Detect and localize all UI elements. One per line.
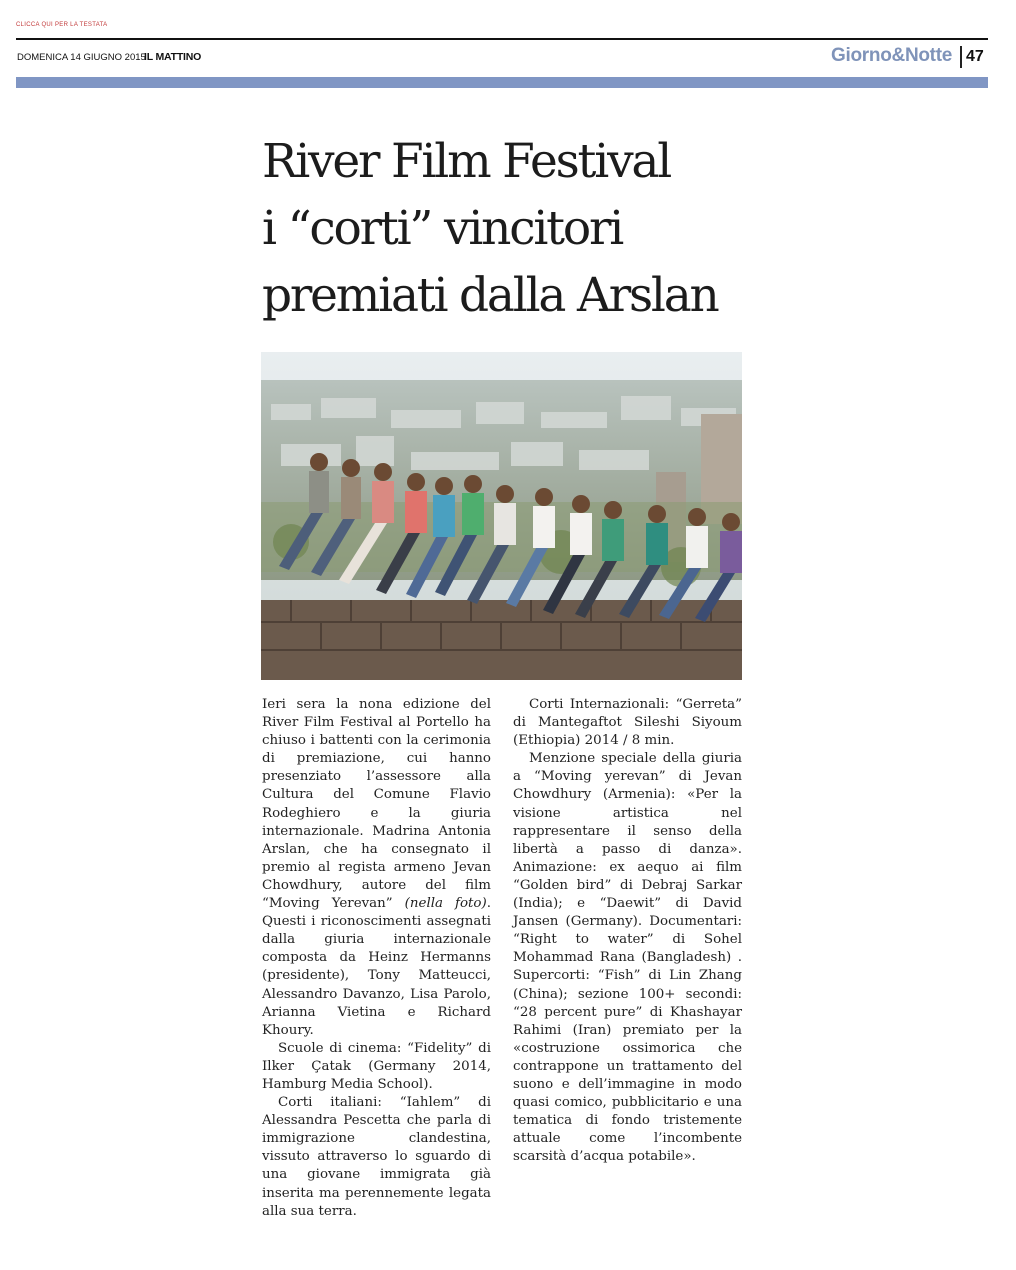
- paragraph-scuole-di-cinema: Scuole di cinema: “Fidelity” di Ilker Çatak (Germany 2014, Hamburg Media School).: [262, 1040, 491, 1092]
- section-name: Giorno&Notte: [831, 45, 952, 66]
- headline-line-3: premiati dalla Arslan: [262, 268, 718, 323]
- photo-reference: (nella foto): [392, 896, 487, 912]
- paragraph-corti-italiani: Corti italiani: “Iahlem” di Alessandra Pescetta che parla di immigrazione clandestina, vissuto attraverso lo sguardo di una giovane immigrata già inserita ma perennemente legata alla sua terra.: [262, 1095, 491, 1219]
- header-rule: [16, 38, 988, 40]
- top-line: CLICCA QUI PER LA TESTATA: [16, 22, 108, 28]
- paragraph-intro: Ieri sera la nona edizione del River Film Festival al Portello ha chiuso i battenti con la cerimonia di premiazione, cui hanno presenziato l’assessore alla Cultura del Comune Flavio Rodeghiero e la giuria internazionale. Madrina Antonia Arslan, che ha consegnato il premio al regista armeno Jevan Chowdhury, autore del film “Moving Yerevan” (nella foto). Questi i riconoscimenti assegnati dalla giuria internazionale composta da Heinz Hermanns (presidente), Tony Matteucci, Alessandro Davanzo, Lisa Parolo, Arianna Vietina e Richard Khoury.: [262, 697, 491, 1038]
- page-number: 47: [966, 48, 984, 65]
- paragraph-corti-internazionali: Corti Internazionali: “Gerreta” di Mantegaftot Sileshi Siyoum (Ethiopia) 2014 / 8 min.: [513, 697, 742, 749]
- headline-line-1: River Film Festival: [262, 134, 671, 189]
- article-column-2: [513, 696, 742, 1166]
- newspaper-name: IL MATTINO: [144, 51, 202, 63]
- paragraph-menzione-speciale: Menzione speciale della giuria a “Moving yerevan” di Jevan Chowdhury (Armenia): «Per la visione artistica nel rappresentare il senso della libertà a passo di danza». Animazione: ex aequo ai film “Golden bird” di Debraj Sarkar (India); e “Daewit” di David Jansen (Germany). Documentari: “Right to water” di Sohel Mohammad Rana (Bangladesh) . Supercorti: “Fish” di Lin Zhang (China); sezione 100+ secondi: “28 percent pure” di Khashayar Rahimi (Iran) premiato per la «costruzione ossimorica che contrappone un trattamento del suono e dell’immagine in modo quasi comico, pubblicitario e una tematica di fondo tristemente attuale come l’incombente scarsità d’acqua potabile».: [513, 751, 742, 1165]
- article-column-1: [262, 696, 491, 1221]
- section-color-bar: [16, 77, 988, 88]
- section-divider: [960, 46, 962, 68]
- headline: [262, 128, 782, 329]
- issue-date: DOMENICA 14 GIUGNO 2015: [17, 52, 146, 63]
- headline-line-2: i “corti” vincitori: [262, 201, 623, 256]
- article-photo: [261, 352, 742, 680]
